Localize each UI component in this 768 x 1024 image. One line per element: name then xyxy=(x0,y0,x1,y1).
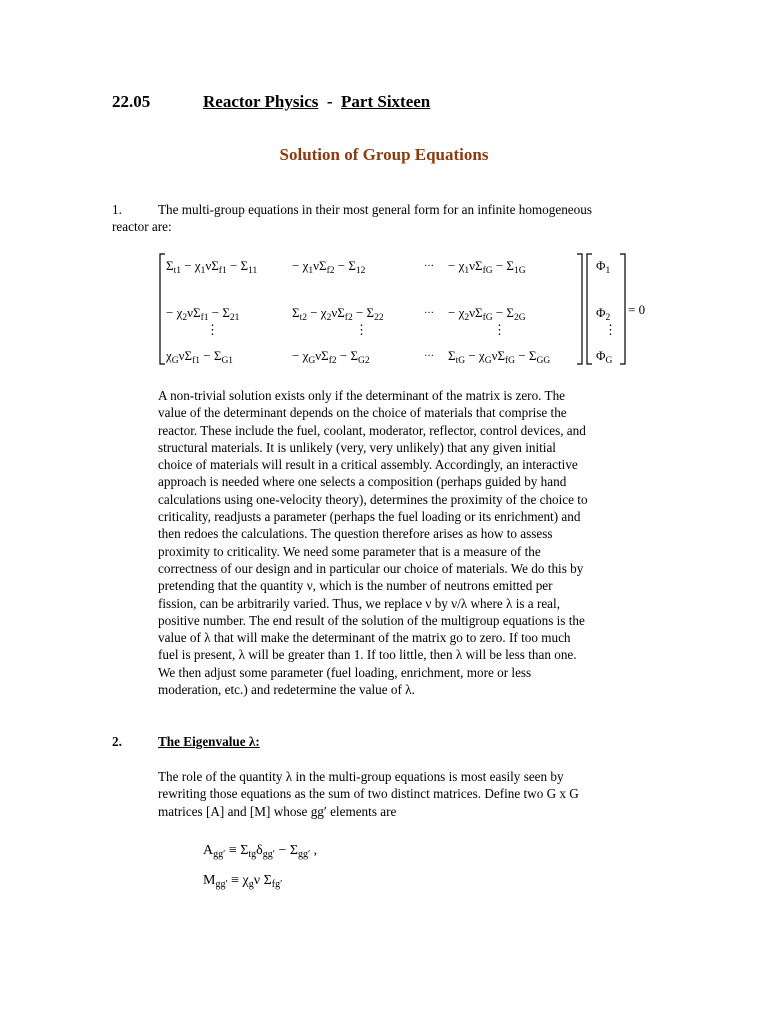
matrix-cell-1-dots: … xyxy=(424,258,434,269)
paragraph-line: fission, can be arbitrarily varied. Thus, we replace ν by ν/λ where λ is a real, xyxy=(158,595,560,611)
paragraph-line: A non-trivial solution exists only if the determinant of the matrix is zero. The xyxy=(158,388,566,403)
paragraph-line: choice of materials will result in a critical assembly. Accordingly, an interactive xyxy=(158,457,578,473)
flux-vector-1: $\Phi_1$ xyxy=(596,258,611,276)
paragraph-line: criticality, readjusts a parameter (perhaps the fuel loading or its enrichment) and xyxy=(158,509,581,525)
paragraph-line: reactor. These include the fuel, coolant, moderator, reflector, control devices, and xyxy=(158,422,586,438)
flux-vector-2: $\Phi_2$ xyxy=(596,305,611,323)
header-separator: - xyxy=(326,92,333,111)
section1-intro-line1: The multi-group equations in their most general form for an infinite homogeneous xyxy=(158,202,592,217)
section1-intro-line2: reactor are: xyxy=(112,219,172,234)
matrix-cell-2-G: − $\chi_2\nu\Sigma_{fG} - \Sigma_{2G}$ xyxy=(448,305,526,323)
equation-A: $A_{gg'} \equiv \Sigma_{tg}\delta_{gg'} - \Sigma_{gg'}$ , xyxy=(203,843,318,860)
paragraph-line: proximity to criticality. We need some parameter that is a measure of the xyxy=(158,543,541,559)
paragraph-line: then redoes the calculations. The question therefore arises as how to assess xyxy=(158,526,553,542)
paragraph-line: value of λ that will make the determinant of the matrix go to zero. If too much xyxy=(158,630,571,646)
paragraph-line: correctness of our design and in particular our choice of materials. We do this by xyxy=(158,560,584,576)
paragraph-line: calculations using one-velocity theory), determines the proximity of the choice to xyxy=(158,491,588,507)
paragraph-line: rewriting those equations as the sum of two distinct matrices. Define two G x G xyxy=(158,786,579,802)
matrix-vdots-col2: ⋮ xyxy=(355,322,368,337)
paragraph-line: fuel is present, λ will be greater than 1. If too little, then λ will be less than one. xyxy=(158,647,577,663)
matrix-cell-2-2: $\Sigma_{t2} - \chi_2\nu\Sigma_{f2} - \Sigma_{22}$ xyxy=(292,305,384,323)
paragraph-line: moderation, etc.) and redetermine the value of λ. xyxy=(158,682,415,698)
section2-number: 2. xyxy=(112,734,122,749)
paragraph-line: The role of the quantity λ in the multi-group equations is most easily seen by xyxy=(158,769,564,784)
paragraph-line: approach is needed where one selects a composition (perhaps guided by hand xyxy=(158,474,567,490)
equation-M: $M_{gg'} \equiv \chi_g\nu$ $\Sigma_{fg'}$ xyxy=(203,873,283,890)
flux-vector-G: $\Phi_G$ xyxy=(596,348,613,366)
part-title: Part Sixteen xyxy=(341,92,431,111)
matrix-cell-1-1: $\Sigma_{t1} - \chi_1\nu\Sigma_{f1} - \Sigma_{11}$ xyxy=(166,258,258,276)
matrix-cell-1-2: − $\chi_1\nu\Sigma_{f2} - \Sigma_{12}$ xyxy=(292,258,366,276)
paragraph-eigenvalue xyxy=(158,768,656,820)
paragraph-line: matrices [A] and [M] whose gg′ elements are xyxy=(158,803,397,819)
matrix-cell-1-G: − $\chi_1\nu\Sigma_{fG} - \Sigma_{1G}$ xyxy=(448,258,526,276)
paragraph-line: positive number. The end result of the solution of the multigroup equations is the xyxy=(158,612,585,628)
equals-zero: = 0 xyxy=(628,302,646,317)
matrix-cell-G-1: $\chi_G\nu\Sigma_{f1} - \Sigma_{G1}$ xyxy=(166,348,234,366)
course-title: Reactor Physics xyxy=(203,92,319,111)
matrix-vdots-colG: ⋮ xyxy=(493,322,506,337)
paragraph-determinant xyxy=(158,387,656,698)
matrix-cell-G-dots: … xyxy=(424,348,434,359)
matrix-vdots-col1: ⋮ xyxy=(206,322,219,337)
matrix-cell-2-1: − $\chi_2\nu\Sigma_{f1} - \Sigma_{21}$ xyxy=(166,305,240,323)
paragraph-line: value of the determinant depends on the choice of materials that comprise the xyxy=(158,405,567,421)
matrix-brackets xyxy=(0,0,768,380)
paragraph-line: structural materials. It is unlikely (very, very unlikely) that any given initial xyxy=(158,439,556,455)
matrix-cell-G-G: $\Sigma_{tG} - \chi_G\nu\Sigma_{fG} - \Sigma_{GG}$ xyxy=(448,348,551,366)
section2-title: The Eigenvalue λ: xyxy=(158,734,260,749)
paragraph-line: We then adjust some parameter (fuel loading, enrichment, more or less xyxy=(158,664,532,680)
flux-vector-dots: ⋮ xyxy=(604,322,617,337)
section1-number: 1. xyxy=(112,202,122,217)
matrix-cell-2-dots: … xyxy=(424,305,434,316)
paragraph-line: pretending that the quantity ν, which is the number of neutrons emitted per xyxy=(158,578,553,594)
page-title: Solution of Group Equations xyxy=(279,145,489,164)
matrix-cell-G-2: − $\chi_G\nu\Sigma_{f2} - \Sigma_{G2}$ xyxy=(292,348,370,366)
lecture-number: 22.05 xyxy=(112,92,151,111)
